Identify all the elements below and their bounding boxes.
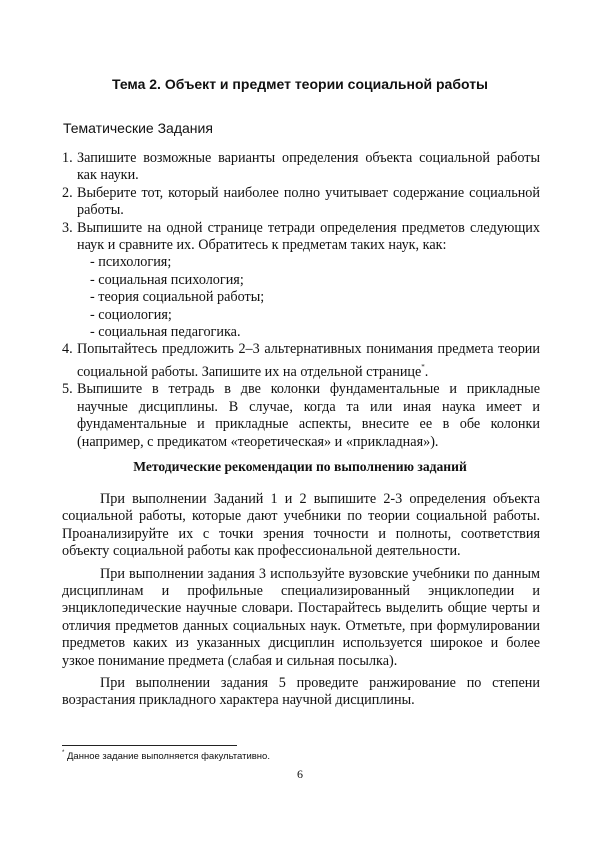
task-number: 4. [62,341,73,358]
task-item-3 [62,220,540,255]
method-paragraph: При выполнении задания 5 проведите ранжирование по степени возрастания прикладного характера научной дисциплины. [62,675,540,709]
subitem: - теория социальной работы; [90,289,265,306]
section-subtitle: Тематические Задания [63,120,213,136]
footnote-text: Данное задание выполняется факультативно. [66,751,270,762]
footnote-marker[interactable]: * [421,362,425,371]
task-number: 5. [62,381,73,398]
page-number: 6 [297,767,303,781]
task-text: Выпишите в тетрадь в две колонки фундаментальные и прикладные научные дисциплины. В случае, когда та или иная наука имеет и фундаментальные и прикладные аспекты, внесите ее в обе колонки (например, с предикатом «теоретическая» и «прикладная»). [77,381,540,450]
footnote-mark: * [62,750,65,756]
task-number: 3. [62,219,73,236]
task-item-4 [62,341,540,381]
page-title: Тема 2. Объект и предмет теории социальной работы [111,76,489,92]
task-list [62,150,540,451]
method-paragraph: При выполнении Заданий 1 и 2 выпишите 2-3 определения объекта социальной работы, которые дают учебники по теории социальной работы. Проанализируйте их с точки зрения точности и полноты, соответствия объекту социальной работы как профессиональной деятельности. [62,491,540,560]
task-number: 1. [62,150,73,166]
subitem: - социальная педагогика. [90,324,241,341]
method-heading: Методические рекомендации по выполнению заданий [133,459,467,474]
task-item-1 [62,150,540,185]
task-number: 2. [62,184,73,201]
footnote [62,750,270,762]
task-text-wrapper [77,341,540,381]
footnote-divider [62,745,237,746]
task-text: Попытайтесь предложить 2–3 альтернативных понимания предмета теории социальной работы. Запишите их на отдельной странице [77,341,540,380]
task-text: Запишите возможные варианты определения объекта социальной работы как науки. [77,150,540,184]
task-item-5 [62,381,540,451]
subitem: - социальная психология; [90,271,244,288]
task-text: Выпишите на одной странице тетради определения предметов следующих наук и сравните их. Обратитесь к предметам таких наук, как: [77,219,540,254]
task-text-end: . [424,363,429,380]
task-text: Выберите тот, который наиболее полно учитывает содержание социальной работы. [77,184,540,219]
subitem: - психология; [90,254,172,271]
task-item-2 [62,185,540,220]
method-section [62,491,540,715]
subitem: - социология; [90,306,172,323]
method-paragraph: При выполнении задания 3 используйте вузовские учебники по данным дисциплинам и профильные специализированный энциклопедии и энциклопедические научные словари. Постарайтесь выделить общие черты и отличия предметов данных социальных наук. Отметьте, при формулировании предметов каких из указанных дисциплин используется широкое и более узкое понимание предмета (слабая и сильная посылка). [62,565,540,669]
